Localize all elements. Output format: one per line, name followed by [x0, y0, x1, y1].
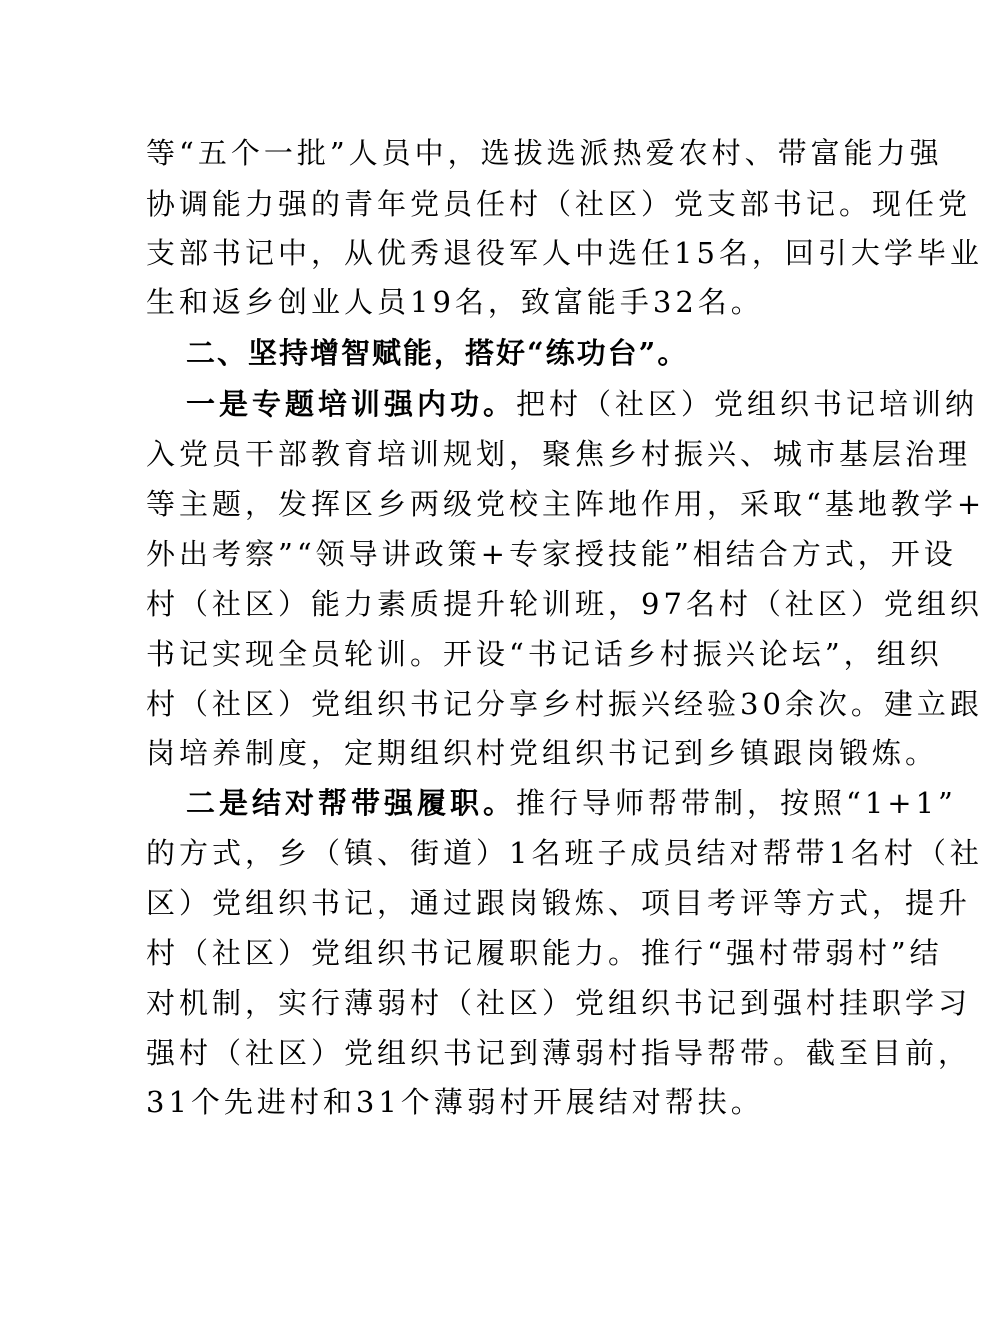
paragraph-line: 31个先进村和31个薄弱村开展结对帮扶。	[146, 1085, 764, 1119]
paragraph-line: 的方式，乡（镇、街道）1名班子成员结对帮带1名村（社	[146, 836, 983, 870]
paragraph-line: 等主题，发挥区乡两级党校主阵地作用，采取“基地教学+	[146, 487, 985, 521]
paragraph-text: 把村（社区）党组织书记培训纳	[516, 387, 979, 421]
paragraph-line: 协调能力强的青年党员任村（社区）党支部书记。现任党	[146, 187, 972, 221]
paragraph-line: 强村（社区）党组织书记到薄弱村指导帮带。截至目前，	[146, 1036, 972, 1070]
paragraph-line: 村（社区）党组织书记履职能力。推行“强村带弱村”结	[146, 936, 943, 970]
paragraph-lead: 二是结对帮带强履职。	[186, 786, 517, 820]
paragraph-first-line	[186, 378, 979, 430]
paragraph-line: 等“五个一批”人员中，选拔选派热爱农村、带富能力强	[146, 136, 943, 170]
paragraph-line: 岗培养制度，定期组织村党组织书记到乡镇跟岗锻炼。	[146, 736, 939, 770]
paragraph-line: 村（社区）党组织书记分享乡村振兴经验30余次。建立跟	[146, 687, 983, 721]
paragraph-line: 入党员干部教育培训规划，聚焦乡村振兴、城市基层治理	[146, 437, 972, 471]
section-heading: 二、坚持增智赋能，搭好“练功台”。	[186, 336, 689, 370]
paragraph-line: 支部书记中，从优秀退役军人中选任15名，回引大学毕业	[146, 236, 983, 270]
paragraph-lead: 一是专题培训强内功。	[186, 387, 517, 421]
paragraph-line: 生和返乡创业人员19名，致富能手32名。	[146, 285, 764, 319]
paragraph-line: 村（社区）能力素质提升轮训班，97名村（社区）党组织	[146, 587, 983, 621]
paragraph-line: 区）党组织书记，通过跟岗锻炼、项目考评等方式，提升	[146, 886, 972, 920]
paragraph-text: 推行导师帮带制，按照“1+1”	[516, 786, 957, 820]
paragraph-first-line	[186, 777, 957, 829]
paragraph-line: 对机制，实行薄弱村（社区）党组织书记到强村挂职学习	[146, 986, 972, 1020]
paragraph-line: 外出考察”“领导讲政策+专家授技能”相结合方式，开设	[146, 537, 957, 571]
paragraph-line: 书记实现全员轮训。开设“书记话乡村振兴论坛”，组织	[146, 637, 943, 671]
